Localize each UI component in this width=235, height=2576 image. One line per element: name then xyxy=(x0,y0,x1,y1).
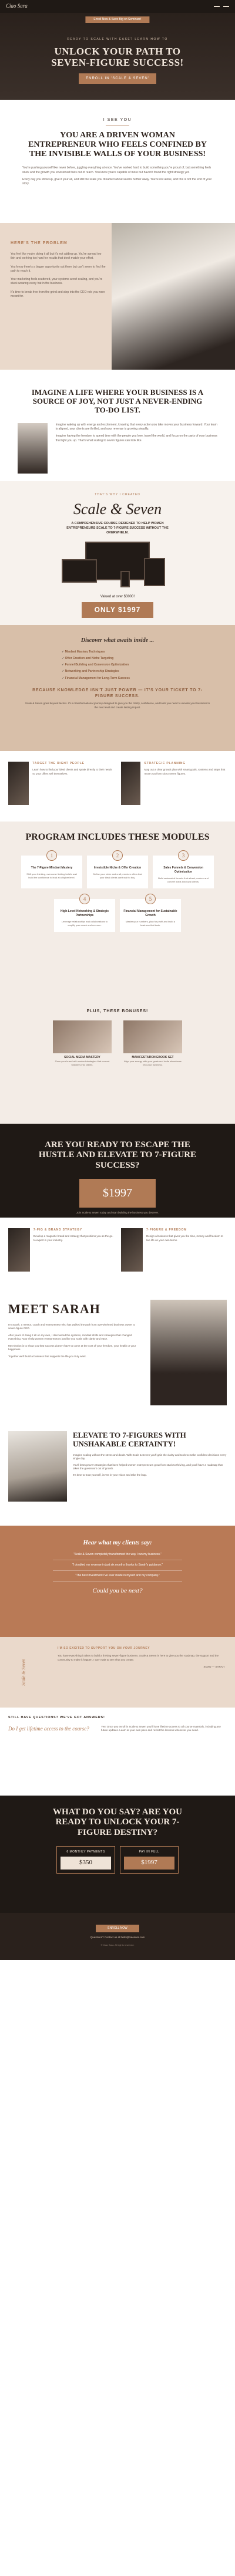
module-desc: Master your numbers, plan for profit and build a business that lasts. xyxy=(125,920,176,927)
features-section xyxy=(0,625,235,751)
highlight-card xyxy=(8,1228,114,1277)
woman-phone-photo xyxy=(18,423,48,474)
faq-heading: STILL HAVE QUESTIONS? WE'VE GOT ANSWERS! xyxy=(8,1716,105,1719)
highlight-title: TARGET THE RIGHT PEOPLE xyxy=(32,762,85,765)
bonus-desc: Align your energy with your goals and invite abundance into your business. xyxy=(123,1060,182,1067)
laptop-typing-photo xyxy=(112,223,235,370)
bonuses-title: PLUS, THESE BONUSES! xyxy=(86,1009,149,1013)
module-number: 3 xyxy=(178,850,189,861)
module-card xyxy=(153,852,214,888)
course-kicker: THAT'S WHY I CREATED xyxy=(95,493,140,496)
payment-label: 6 MONTHLY PAYMENTS xyxy=(66,1850,105,1854)
module-desc: Define your niche and craft premium offers that your ideal clients can't wait to buy. xyxy=(93,872,142,879)
intro-paragraph: Every day you show up, give it your all, and still the scale you dreamed about seems further away. You're not alone, and this is not the end of your story. xyxy=(22,177,212,186)
course-section xyxy=(0,481,235,625)
course-price-button[interactable]: ONLY $1997 xyxy=(82,602,154,618)
sarah-portrait-photo xyxy=(150,1300,227,1405)
features-fineprint: Scale & Seven goes beyond tactics. It's a transformational journey designed to give you the clarity, confidence, and tools you need to elevate your business to the next level and create lasting impact. xyxy=(25,702,210,709)
desk-photo xyxy=(8,1431,67,1502)
signature: XOXO — SARAH xyxy=(203,1665,224,1669)
intro-paragraph: You're pushing yourself like never before, juggling everything at once. You've worked hard to build something you're proud of, but something feels stuck and the growth you envisioned feels out of reach. You know you're capable of more but haven't found the right strategy yet. xyxy=(22,166,212,174)
meet-paragraph: My mission is to show you that success doesn't have to come at the cost of your freedom, your health or your happiness. xyxy=(8,1344,136,1351)
module-number: 5 xyxy=(145,894,156,904)
elevate-paragraph: It's time to trust yourself, invest in your vision and take the leap. xyxy=(73,1473,147,1476)
testimonials-section xyxy=(0,1526,235,1637)
bonus-card xyxy=(53,1020,112,1067)
bonus-desc: Grow your brand with content strategies that convert followers into clients. xyxy=(55,1060,110,1067)
imagine-section xyxy=(0,370,235,481)
elevate-section xyxy=(0,1417,235,1526)
tablet-mockup xyxy=(144,558,165,586)
testimonial-item: “Scale & Seven completely transformed the way I run my business.” xyxy=(53,1553,182,1560)
feature-item: ✓ Offer Creation and Niche Targeting xyxy=(62,656,114,660)
phone-mockup xyxy=(120,571,130,587)
highlight-text: Design a business that gives you the time, money and freedom to live life on your own terms. xyxy=(146,1235,223,1242)
top-nav xyxy=(0,0,235,13)
module-title: Financial Management for Sustainable Growth xyxy=(123,909,177,917)
woman-portrait-photo xyxy=(121,762,140,805)
highlights-row xyxy=(0,1218,235,1288)
module-desc: Build automated funnels that attract, nurture and convert leads into loyal clients. xyxy=(158,877,209,883)
intro-section xyxy=(0,100,235,223)
because-heading: BECAUSE KNOWLEDGE ISN'T JUST POWER — IT'S YOUR TICKET TO 7-FIGURE SUCCESS. xyxy=(32,688,203,698)
payment-option[interactable] xyxy=(120,1846,179,1874)
highlight-title: 7-FIG & BRAND STRATEGY xyxy=(33,1228,82,1232)
faq-answer: Yes! Once you enroll in Scale & Seven you'll have lifetime access to all course materials, including any future updates. Learn at your own pace and revisit the lessons whenever you need. xyxy=(101,1725,221,1732)
highlight-title: 7-FIGURE & FREEDOM xyxy=(146,1228,187,1232)
bonus-title: MANIFESTATION EBOOK SET xyxy=(132,1056,174,1060)
hero-title: UNLOCK YOUR PATH TO SEVEN-FIGURE SUCCESS! xyxy=(51,46,184,68)
module-title: The 7-Figure Mindset Mastery xyxy=(31,866,73,870)
course-value: Valued at over $3000! xyxy=(100,594,135,599)
faq-question[interactable]: Do I get lifetime access to the course? xyxy=(8,1725,89,1732)
course-title: Scale & Seven xyxy=(73,501,162,518)
laptop-mockup xyxy=(62,559,97,583)
final-title: WHAT DO YOU SAY? ARE YOU READY TO UNLOCK YOUR 7-FIGURE DESTINY? xyxy=(53,1807,182,1837)
problem-paragraph: You know there's a bigger opportunity out there but can't seem to find the path to reach it. xyxy=(11,265,106,273)
feature-item: ✓ Financial Management for Long-Term Success xyxy=(62,676,130,680)
offer-title: ARE YOU READY TO ESCAPE THE HUSTLE AND ELEVATE TO 7-FIGURE SUCCESS? xyxy=(38,1140,197,1170)
feature-item: ✓ Funnel Building and Conversion Optimization xyxy=(62,663,129,667)
testimonials-foot: Could you be next? xyxy=(92,1587,143,1594)
feature-item: ✓ Mindset Mastery Techniques xyxy=(62,650,105,654)
offer-section xyxy=(0,1124,235,1218)
highlight-text: Develop a magnetic brand and strategy that positions you as the go-to expert in your industry. xyxy=(33,1235,113,1242)
bonus-image xyxy=(53,1020,112,1053)
module-desc: Shift your thinking, overcome limiting beliefs and build the confidence to lead at a higher level. xyxy=(26,872,77,879)
payment-amount-button[interactable]: $350 xyxy=(61,1857,111,1870)
highlights-row xyxy=(0,751,235,822)
highlight-card xyxy=(121,1228,227,1277)
module-desc: Leverage relationships and collaborations to amplify your reach and revenue. xyxy=(61,920,108,927)
woman-portrait-photo xyxy=(121,1228,143,1272)
imagine-paragraph: Imagine waking up with energy and excitement, knowing that every action you take moves your business forward. Your team is aligned, your clients are thrilled, and your revenue is growing steadily. xyxy=(55,422,217,431)
module-title: High-Level Networking & Strategic Partnerships xyxy=(61,909,109,917)
woman-portrait-photo xyxy=(8,762,29,805)
meet-title: MEET SARAH xyxy=(8,1301,100,1316)
final-offer-section xyxy=(0,1796,235,1913)
faq-section xyxy=(0,1708,235,1796)
imagine-title: IMAGINE A LIFE WHERE YOUR BUSINESS IS A SOURCE OF JOY, NOT JUST A NEVER-ENDING TO-DO LIST. xyxy=(31,388,204,414)
meet-paragraph: Together we'll build a business that supports the life you truly want. xyxy=(8,1354,86,1358)
elevate-paragraph: Imagine scaling without the stress and doubt. With Scale & Seven you'll gain the clarity and tools to make confident decisions every single day. xyxy=(73,1453,227,1461)
modules-title: PROGRAM INCLUDES THESE MODULES xyxy=(25,832,210,842)
module-number: 2 xyxy=(112,850,123,861)
top-announcement[interactable]: Enroll Now & Save Big on Seminars! xyxy=(85,16,149,23)
menu-icon[interactable] xyxy=(214,6,229,7)
hero-kicker: READY TO SCALE WITH EASE? LEARN HOW TO xyxy=(67,38,168,41)
footer-copyright: © Ciao Sara. All rights reserved. xyxy=(100,1943,135,1946)
features-title: Discover what awaits inside ... xyxy=(80,637,155,644)
signoff-side-text: Scale & Seven xyxy=(21,1658,26,1686)
module-title: Sales Funnels & Conversion Optimization xyxy=(163,866,203,874)
footer-contact: Questions? Contact us at hello@ciaosara.com xyxy=(90,1936,145,1939)
footer-enroll-button[interactable]: ENROLL NOW xyxy=(96,1925,139,1932)
footer xyxy=(0,1913,235,1960)
testimonial-item: “The best investment I've ever made in myself and my company.” xyxy=(53,1574,182,1581)
signoff-paragraph: You have everything it takes to build a thriving seven-figure business. Scale & Seven is here to give you the roadmap, the support and the community to make it happen. I can't wait to see what you create. xyxy=(58,1654,219,1661)
testimonial-item: “I doubled my revenue in just six months thanks to Sarah's guidance.” xyxy=(53,1563,182,1571)
offer-note: Join Scale & Seven today and start building the business you deserve. xyxy=(76,1211,159,1214)
woman-portrait-photo xyxy=(8,1228,30,1272)
module-card xyxy=(21,852,82,888)
problem-paragraph: It's time to break free from the grind and step into the CEO role you were meant for. xyxy=(11,290,105,298)
hero-cta-button[interactable]: ENROLL IN 'SCALE & SEVEN' xyxy=(79,73,156,84)
module-title: Irresistible Niche & Offer Creation xyxy=(93,866,142,870)
hero-section xyxy=(0,13,235,100)
highlight-title: STRATEGIC PLANNING xyxy=(144,762,186,765)
problem-paragraph: Your marketing feels scattered, your systems aren't scaling, and you're stuck wearing every hat in the business. xyxy=(11,278,103,286)
elevate-title: ELEVATE TO 7-FIGURES WITH UNSHAKABLE CERTAINTY! xyxy=(73,1431,186,1448)
highlight-card xyxy=(121,762,227,811)
logo[interactable]: Ciao Sara xyxy=(6,3,28,9)
modules-section xyxy=(0,822,235,1006)
payment-label: PAY IN FULL xyxy=(139,1850,160,1854)
course-subtitle: A COMPREHENSIVE COURSE DESIGNED TO HELP WOMEN ENTREPRENEURS SCALE TO 7-FIGURE SUCCESS WITHOUT THE OVERWHELM. xyxy=(66,521,169,535)
signoff-section xyxy=(0,1637,235,1708)
module-card xyxy=(87,852,148,888)
meet-paragraph: After years of doing it all on my own, I discovered the systems, mindset shifts and strategies that changed everything. Now I help women entrepreneurs just like you scale with clarity and ease. xyxy=(8,1333,132,1341)
highlight-text: Learn how to find your ideal clients and speak directly to their needs so your offers sell themselves. xyxy=(32,768,112,775)
feature-item: ✓ Networking and Partnership Strategies xyxy=(62,670,119,674)
module-number: 4 xyxy=(79,894,90,904)
elevate-paragraph: You'll learn proven strategies that have helped women entrepreneurs grow from stuck to thriving, and you'll have a roadmap that takes the guesswork out of growth. xyxy=(73,1463,223,1470)
highlight-text: Map out a clear growth plan with smart goals, systems and steps that move you from six to seven figures. xyxy=(144,768,226,775)
module-card xyxy=(120,895,181,932)
device-mockup xyxy=(62,542,173,589)
imagine-paragraph: Imagine having the freedom to spend time with the people you love, travel the world, and focus on the parts of your business that light you up. That's what scaling to seven figures can look like. xyxy=(55,434,217,442)
problem-paragraph: You feel like you're doing it all but it's not adding up. You're spread too thin and working too hard for results that don't match your effort. xyxy=(11,252,102,261)
highlight-card xyxy=(8,762,114,811)
price-button[interactable]: $1997 xyxy=(79,1179,156,1208)
bonus-card xyxy=(123,1020,182,1067)
bonuses-section xyxy=(0,1006,235,1124)
features-list xyxy=(62,650,173,681)
module-number: 1 xyxy=(46,850,57,861)
module-card xyxy=(54,895,115,932)
payment-option[interactable] xyxy=(56,1846,115,1874)
intro-title: YOU ARE A DRIVEN WOMAN ENTREPRENEUR WHO FEELS CONFINED BY THE INVISIBLE WALLS OF YOUR BUSINESS! xyxy=(28,131,207,159)
payment-amount-button[interactable]: $1997 xyxy=(124,1857,174,1870)
bonus-title: SOCIAL MEDIA MASTERY xyxy=(64,1056,100,1060)
intro-kicker: I SEE YOU xyxy=(103,118,132,122)
testimonials-title: Hear what my clients say: xyxy=(83,1539,152,1546)
bonus-image xyxy=(123,1020,182,1053)
problem-heading: HERE'S THE PROBLEM xyxy=(11,241,68,245)
meet-paragraph: I'm Sarah, a mentor, coach and entrepreneur who has walked the path from overwhelmed business owner to seven-figure CEO. xyxy=(8,1323,135,1330)
meet-section xyxy=(0,1288,235,1417)
problem-section xyxy=(0,223,235,370)
signoff-heading: I'M SO EXCITED TO SUPPORT YOU ON YOUR JOURNEY xyxy=(58,1647,150,1650)
